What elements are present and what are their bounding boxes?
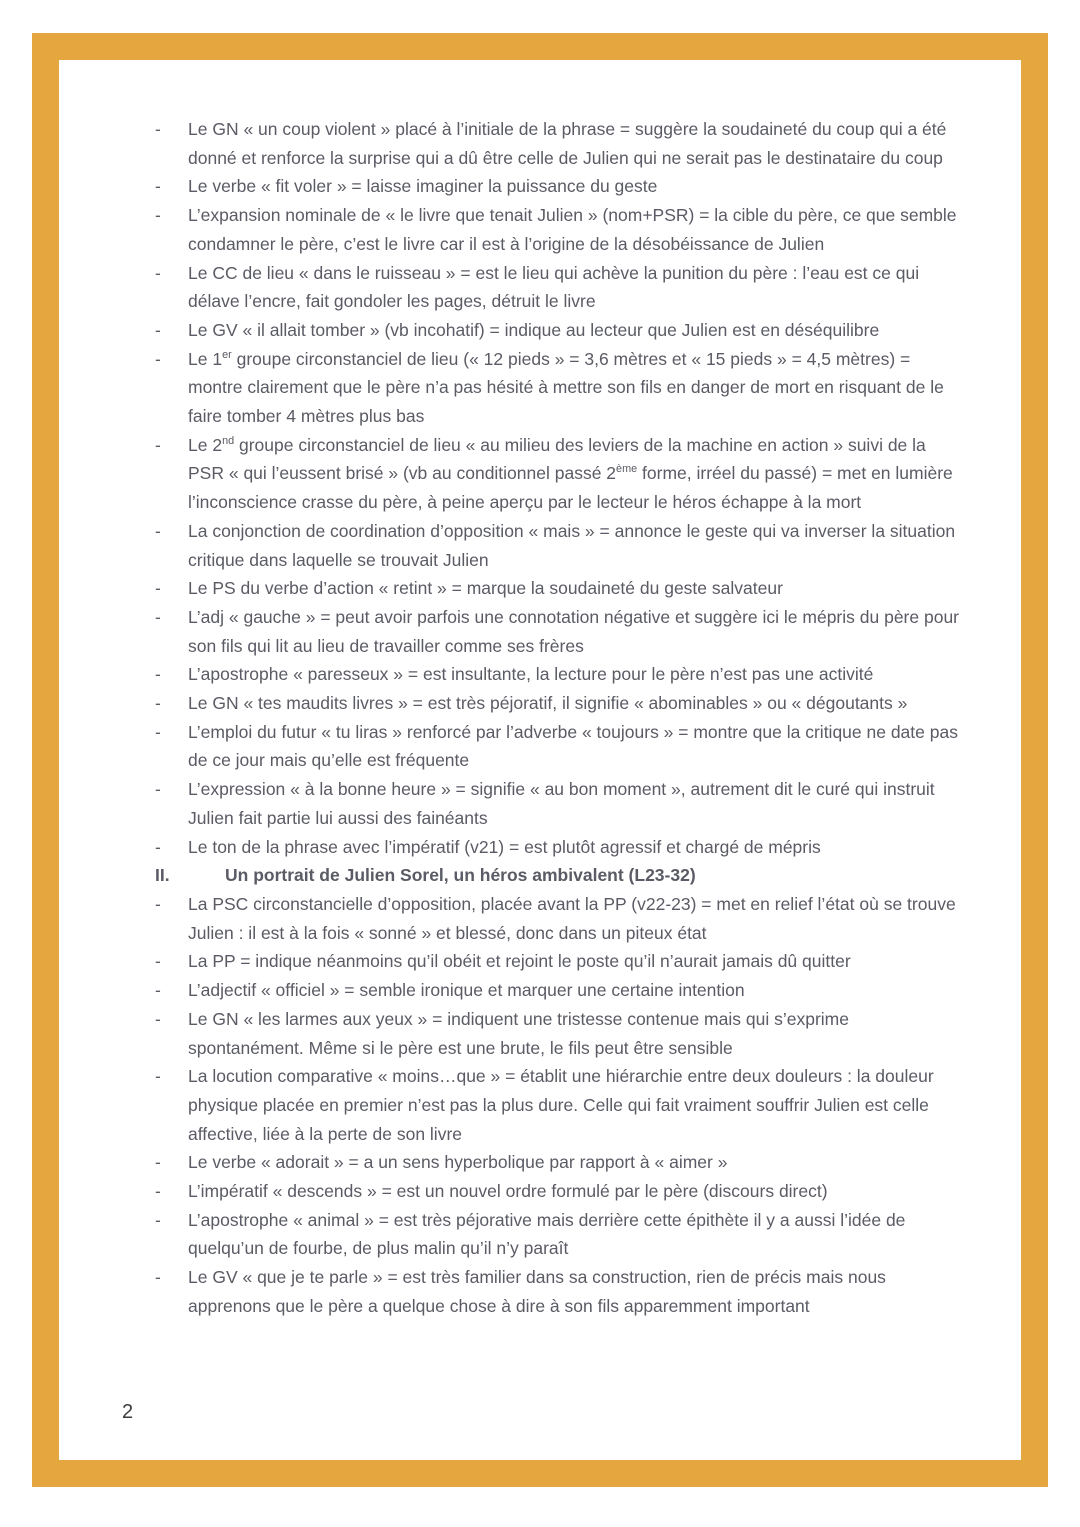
item-text: L’apostrophe « paresseux » = est insultante, la lecture pour le père n’est pas une activité bbox=[188, 664, 874, 685]
bullet-dash: - bbox=[155, 893, 161, 914]
list-item bbox=[155, 603, 960, 660]
list-item bbox=[155, 890, 960, 947]
list-item bbox=[155, 201, 960, 258]
document-content bbox=[155, 115, 960, 1321]
item-text: L’impératif « descends » = est un nouvel ordre formulé par le père (discours direct) bbox=[188, 1181, 828, 1202]
item-text: La locution comparative « moins…que » = établit une hiérarchie entre deux douleurs : la douleur physique placée en premier n’est pas la plus dure. Celle qui fait vraiment souffrir Julien est celle affective, liée à la perte de son livre bbox=[188, 1066, 934, 1144]
item-text: Le GN « les larmes aux yeux » = indiquent une tristesse contenue mais qui s’exprime spontanément. Même si le père est une brute, le fils peut être sensible bbox=[188, 1008, 849, 1058]
bullet-dash: - bbox=[155, 176, 161, 197]
bullet-dash: - bbox=[155, 205, 161, 226]
bullet-dash: - bbox=[155, 578, 161, 599]
item-text: Le CC de lieu « dans le ruisseau » = est le lieu qui achève la punition du père : l’eau est ce qui délave l’encre, fait gondoler les pages, détruit le livre bbox=[188, 262, 920, 312]
bullet-dash: - bbox=[155, 836, 161, 857]
item-text: Le verbe « fit voler » = laisse imaginer la puissance du geste bbox=[188, 176, 658, 197]
list-item bbox=[155, 833, 960, 862]
bullet-dash: - bbox=[155, 721, 161, 742]
list-item bbox=[155, 1005, 960, 1062]
list-item bbox=[155, 115, 960, 172]
section-heading bbox=[155, 861, 960, 890]
bullet-dash: - bbox=[155, 1267, 161, 1288]
bullet-dash: - bbox=[155, 693, 161, 714]
item-text: Le GN « tes maudits livres » = est très péjoratif, il signifie « abominables » ou « dégoutants » bbox=[188, 693, 908, 714]
list-item bbox=[155, 976, 960, 1005]
list-item bbox=[155, 172, 960, 201]
list-item bbox=[155, 345, 960, 431]
item-text: L’apostrophe « animal » = est très péjorative mais derrière cette épithète il y a aussi l’idée de quelqu’un de fourbe, de plus malin qu’il n’y paraît bbox=[188, 1209, 906, 1259]
item-text: L’expansion nominale de « le livre que tenait Julien » (nom+PSR) = la cible du père, ce que semble condamner le père, c’est le livre car il est à l’origine de la désobéissance de Julien bbox=[188, 205, 957, 254]
bullet-dash: - bbox=[155, 1008, 161, 1029]
item-text: La PP = indique néanmoins qu’il obéit et rejoint le poste qu’il n’aurait jamais dû quitter bbox=[188, 951, 851, 972]
list-item bbox=[155, 259, 960, 316]
item-text: La conjonction de coordination d’opposition « mais » = annonce le geste qui va inverser la situation critique dans laquelle se trouvait Julien bbox=[188, 520, 956, 570]
item-text: Le 1er groupe circonstanciel de lieu (« 12 pieds » = 3,6 mètres et « 15 pieds » = 4,5 mètres) = montre clairement que le père n’a pas hésité à mettre son fils en danger de mort en risquant de le faire tomber 4 mètres plus bas bbox=[188, 348, 944, 427]
item-text: Le PS du verbe d’action « retint » = marque la soudaineté du geste salvateur bbox=[188, 578, 783, 599]
bullet-dash: - bbox=[155, 951, 161, 972]
bullet-dash: - bbox=[155, 319, 161, 340]
bullet-dash: - bbox=[155, 664, 161, 685]
item-text: Le GN « un coup violent » placé à l’initiale de la phrase = suggère la soudaineté du coup qui a été donné et renforce la surprise qui a dû être celle de Julien qui ne serait pas le destinataire du coup bbox=[188, 119, 947, 168]
item-text: Le 2nd groupe circonstanciel de lieu « au milieu des leviers de la machine en action » suivi de la PSR « qui l’eussent brisé » (vb au conditionnel passé 2ème forme, irréel du passé) = met en lumière l’inconscience crasse du père, à peine aperçu par le lecteur le héros échappe à la mort bbox=[188, 434, 953, 513]
bullet-dash: - bbox=[155, 779, 161, 800]
list-item bbox=[155, 689, 960, 718]
item-text: Le ton de la phrase avec l’impératif (v21) = est plutôt agressif et chargé de mépris bbox=[188, 836, 821, 857]
analysis-list bbox=[155, 115, 960, 1321]
item-text: L’adj « gauche » = peut avoir parfois une connotation négative et suggère ici le mépris du père pour son fils qui lit au lieu de travailler comme ses frères bbox=[188, 606, 959, 656]
bullet-dash: - bbox=[155, 348, 161, 369]
list-item bbox=[155, 718, 960, 775]
bullet-dash: - bbox=[155, 119, 161, 139]
list-item bbox=[155, 775, 960, 832]
bullet-dash: - bbox=[155, 980, 161, 1001]
bullet-dash: - bbox=[155, 1066, 161, 1087]
bullet-dash: - bbox=[155, 606, 161, 627]
bullet-dash: - bbox=[155, 1152, 161, 1173]
list-item bbox=[155, 1177, 960, 1206]
item-text: La PSC circonstancielle d’opposition, placée avant la PP (v22-23) = met en relief l’état où se trouve Julien : il est à la fois « sonné » et blessé, donc dans un piteux état bbox=[188, 893, 956, 943]
bullet-dash: - bbox=[155, 520, 161, 541]
list-item bbox=[155, 431, 960, 517]
list-item bbox=[155, 517, 960, 574]
heading-text: Un portrait de Julien Sorel, un héros ambivalent (L23-32) bbox=[225, 865, 696, 886]
bullet-dash: - bbox=[155, 1209, 161, 1230]
list-item bbox=[155, 1206, 960, 1263]
list-item bbox=[155, 1148, 960, 1177]
item-text: L’adjectif « officiel » = semble ironique et marquer une certaine intention bbox=[188, 980, 745, 1001]
page-number: 2 bbox=[122, 1401, 134, 1423]
bullet-dash: - bbox=[155, 1181, 161, 1202]
list-item bbox=[155, 947, 960, 976]
list-item bbox=[155, 316, 960, 345]
list-item bbox=[155, 1263, 960, 1320]
item-text: Le verbe « adorait » = a un sens hyperbolique par rapport à « aimer » bbox=[188, 1152, 728, 1173]
heading-numeral: II. bbox=[155, 865, 170, 886]
list-item bbox=[155, 660, 960, 689]
item-text: Le GV « il allait tomber » (vb incohatif) = indique au lecteur que Julien est en déséquilibre bbox=[188, 319, 880, 340]
list-item bbox=[155, 574, 960, 603]
bullet-dash: - bbox=[155, 262, 161, 283]
item-text: L’expression « à la bonne heure » = signifie « au bon moment », autrement dit le curé qui instruit Julien fait partie lui aussi des fainéants bbox=[188, 779, 935, 828]
list-item bbox=[155, 1062, 960, 1148]
bullet-dash: - bbox=[155, 434, 161, 455]
item-text: L’emploi du futur « tu liras » renforcé par l’adverbe « toujours » = montre que la critique ne date pas de ce jour mais qu’elle est fréquente bbox=[188, 721, 958, 771]
item-text: Le GV « que je te parle » = est très familier dans sa construction, rien de précis mais nous apprenons que le père a quelque chose à dire à son fils apparemment important bbox=[188, 1267, 886, 1316]
